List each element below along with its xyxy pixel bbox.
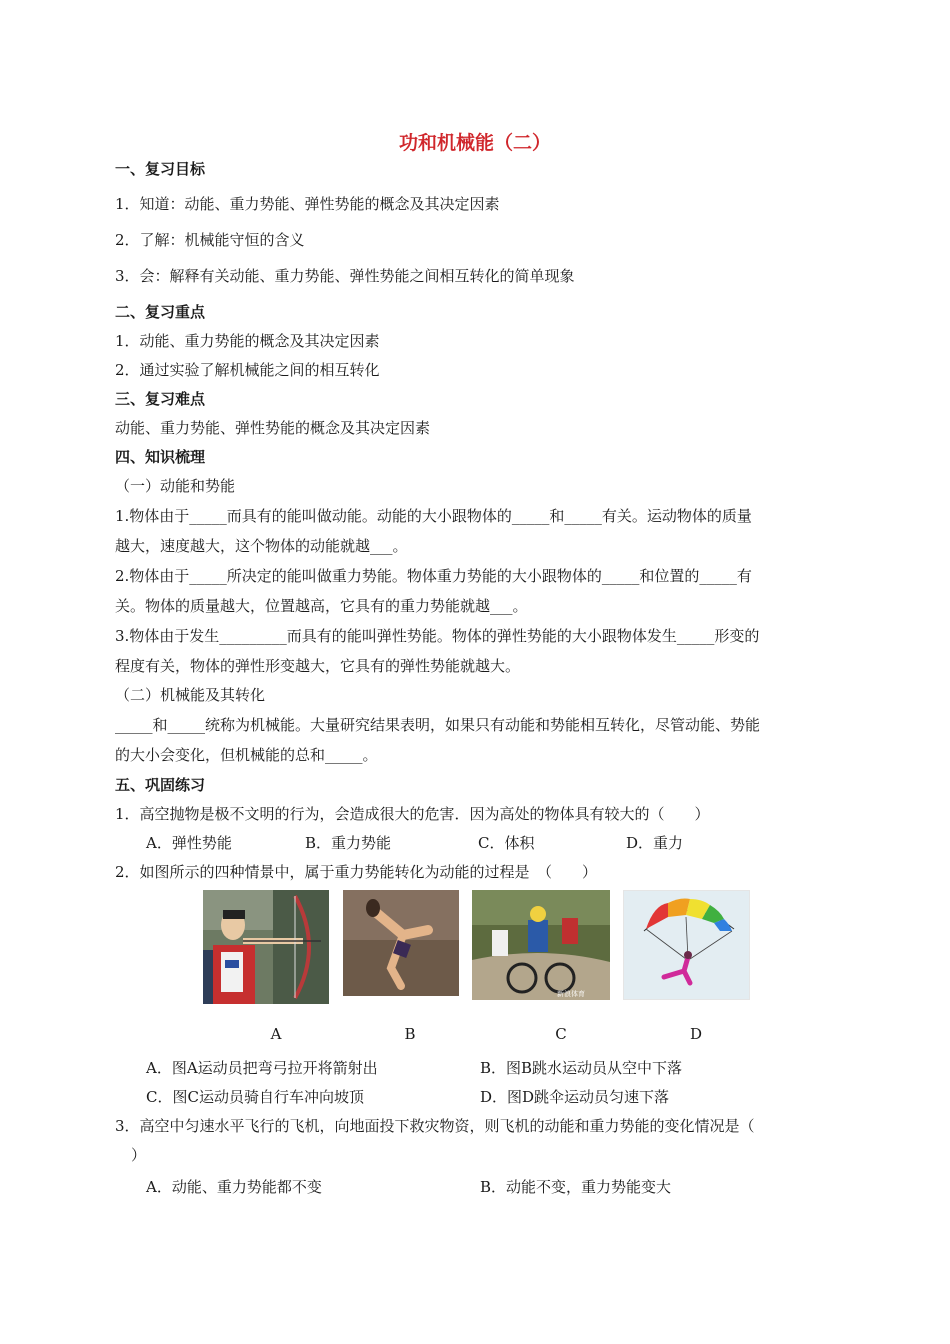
- q2-option-a: A．图A运动员把弯弓拉开将箭射出: [146, 1059, 378, 1077]
- q1-option-d: D．重力: [626, 834, 684, 852]
- cyclists-photo: [472, 890, 610, 1000]
- section-heading-goals: 一、复习目标: [115, 160, 206, 178]
- q1-option-b: B．重力势能: [305, 834, 392, 852]
- question-2-stem: 2．如图所示的四种情景中，属于重力势能转化为动能的过程是 （ ）: [115, 863, 598, 881]
- figure-label-d: D: [689, 1025, 703, 1043]
- q2-option-b: B．图B跳水运动员从空中下落: [480, 1059, 683, 1077]
- goal-item: 1．知道：动能、重力势能、弹性势能的概念及其决定因素: [115, 195, 500, 213]
- svg-text:新浪体育: 新浪体育: [557, 990, 585, 998]
- q1-option-c: C．体积: [478, 834, 535, 852]
- goal-item: 3．会：解释有关动能、重力势能、弹性势能之间相互转化的简单现象: [115, 267, 575, 285]
- subheading-mechanical-energy: （二）机械能及其转化: [115, 686, 266, 704]
- knowledge-paragraph-2: 2.物体由于_____所决定的能叫做重力势能。物体重力势能的大小跟物体的_____和位置的_____有: [115, 567, 752, 585]
- section-heading-exercises: 五、巩固练习: [115, 776, 206, 794]
- q3-option-a: A．动能、重力势能都不变: [146, 1178, 322, 1196]
- section-heading-key-points: 二、复习重点: [115, 303, 206, 321]
- knowledge-paragraph-1: 1.物体由于_____而具有的能叫做动能。动能的大小跟物体的_____和_____有关。运动物体的质量: [115, 507, 752, 525]
- q3-option-b: B．动能不变，重力势能变大: [480, 1178, 672, 1196]
- section-heading-difficulties: 三、复习难点: [115, 390, 206, 408]
- figure-label-a: A: [270, 1025, 282, 1043]
- figure-label-b: B: [404, 1025, 416, 1043]
- key-point-item: 2．通过实验了解机械能之间的相互转化: [115, 361, 380, 379]
- knowledge-paragraph-4-cont: 的大小会变化，但机械能的总和_____。: [115, 746, 378, 764]
- question-3-stem: 3．高空中匀速水平飞行的飞机，向地面投下救灾物资，则飞机的动能和重力势能的变化情况是（: [115, 1117, 755, 1135]
- parachute-photo: [623, 890, 750, 1000]
- knowledge-paragraph-2-cont: 关。物体的质量越大，位置越高，它具有的重力势能就越___。: [115, 597, 528, 615]
- page-title: 功和机械能（二）: [398, 132, 551, 154]
- goal-item: 2．了解：机械能守恒的含义: [115, 231, 305, 249]
- knowledge-paragraph-3: 3.物体由于发生_________而具有的能叫弹性势能。物体的弹性势能的大小跟物体发生_____形变的: [115, 627, 760, 645]
- key-point-item: 1．动能、重力势能的概念及其决定因素: [115, 332, 380, 350]
- section-heading-knowledge: 四、知识梳理: [115, 448, 206, 466]
- knowledge-paragraph-4: _____和_____统称为机械能。大量研究结果表明，如果只有动能和势能相互转化，尽管动能、势能: [115, 716, 761, 734]
- difficulty-text: 动能、重力势能、弹性势能的概念及其决定因素: [115, 419, 431, 437]
- figure-label-c: C: [555, 1025, 567, 1043]
- question-1-stem: 1．高空抛物是极不文明的行为，会造成很大的危害．因为高处的物体具有较大的（ ）: [115, 805, 710, 823]
- subheading-kinetic-potential: （一）动能和势能: [115, 477, 236, 495]
- q1-option-a: A．弹性势能: [146, 834, 232, 852]
- knowledge-paragraph-3-cont: 程度有关，物体的弹性形变越大，它具有的弹性势能就越大。: [115, 657, 521, 675]
- knowledge-paragraph-1-cont: 越大，速度越大，这个物体的动能就越___。: [115, 537, 408, 555]
- diver-photo: [343, 890, 459, 996]
- q2-option-c: C．图C运动员骑自行车冲向坡顶: [146, 1088, 364, 1106]
- q2-option-d: D．图D跳伞运动员匀速下落: [480, 1088, 670, 1106]
- archer-photo: [203, 890, 329, 1004]
- question-3-stem-cont: ）: [131, 1146, 147, 1164]
